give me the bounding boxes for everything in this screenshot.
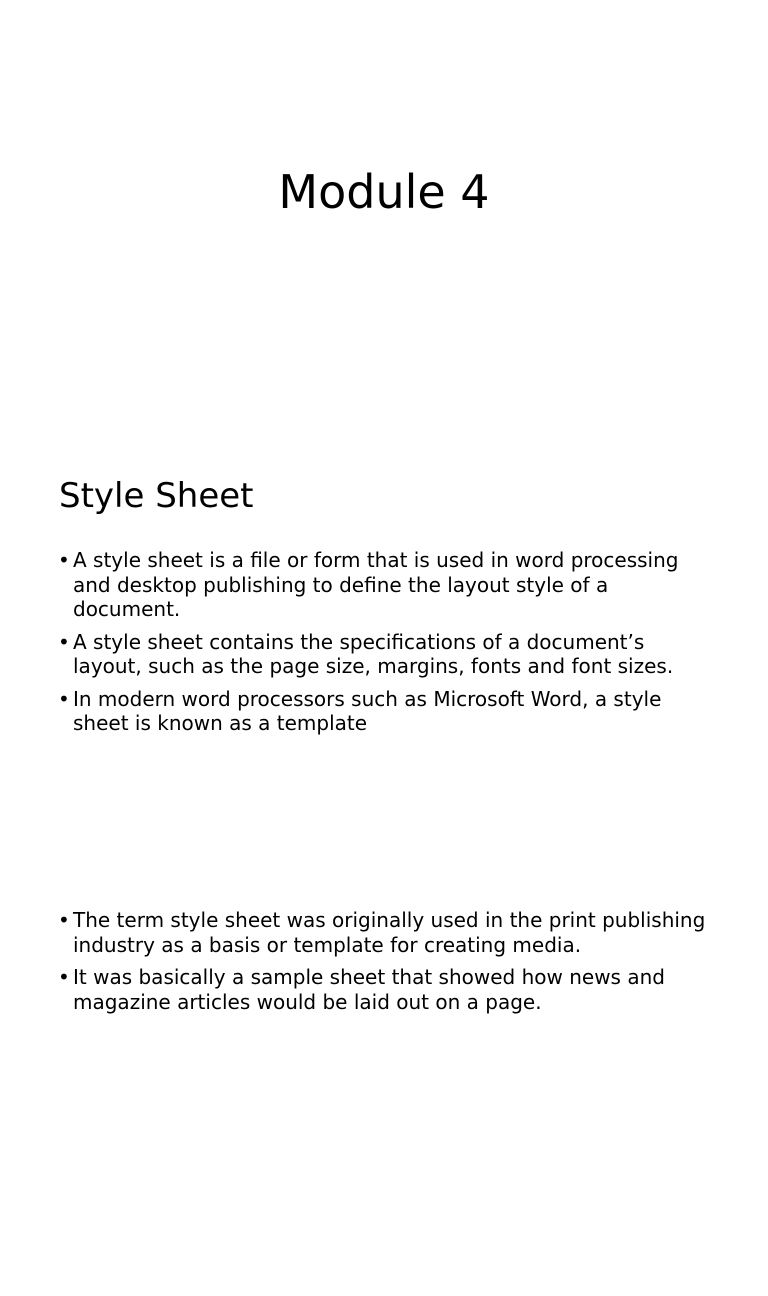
bullet-item [58,908,718,957]
bullet-item [58,687,718,736]
bullet-item [58,630,718,679]
bullet-text: It was basically a sample sheet that showed how news and magazine articles would be laid out on a page. [73,965,665,1014]
bullet-dot-icon: • [58,548,70,572]
bullet-text: A style sheet is a file or form that is used in word processing and desktop publishing to define the layout style of a document. [73,548,679,621]
slide-style-sheet-history [0,864,768,1296]
bullet-text: A style sheet contains the specifications of a document’s layout, such as the page size, margins, fonts and font sizes. [73,629,674,678]
bullet-item [58,548,718,622]
bullet-dot-icon: • [58,965,70,989]
bullet-dot-icon: • [58,686,70,711]
bullet-list [58,908,718,1022]
bullet-list [58,548,718,744]
bullet-text: In modern word processors such as Microsoft Word, a style sheet is known as a template [73,686,662,735]
slide-module-title [0,0,768,432]
bullet-text: The term style sheet was originally used in the print publishing industry as a basis or template for creating media. [73,908,706,957]
slide-style-sheet [0,432,768,864]
slide-title: Module 4 [278,165,490,219]
bullet-dot-icon: • [58,908,70,932]
bullet-dot-icon: • [58,629,70,654]
bullet-item [58,965,718,1014]
slide-heading: Style Sheet [59,476,254,516]
